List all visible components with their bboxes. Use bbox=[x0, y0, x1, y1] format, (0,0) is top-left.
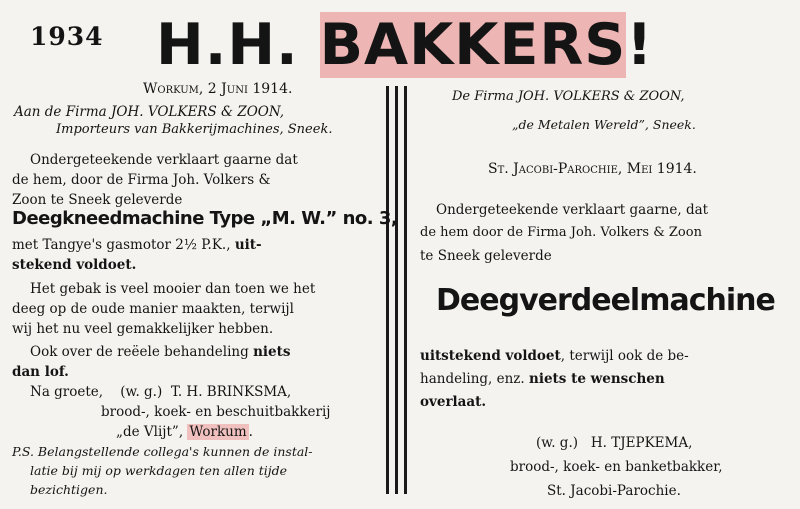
year-label: 1934 bbox=[30, 22, 104, 51]
left-signature-line-3-end: . bbox=[248, 424, 253, 440]
left-p2-line-1: Het gebak is veel mooier dan toen we het bbox=[30, 281, 316, 297]
right-machine-name: Deegverdeelmachine bbox=[436, 283, 775, 318]
column-divider bbox=[395, 86, 398, 494]
headline-suffix: ! bbox=[626, 12, 654, 78]
left-machine-name: Deegkneedmachine Type „M. W.” no. 3, bbox=[12, 208, 398, 229]
right-p2-line-1-bold: uitstekend voldoet bbox=[420, 348, 561, 364]
right-p2-line-1-text: , terwijl ook de be- bbox=[560, 348, 689, 364]
right-p2-line-2-text: handeling, enz. bbox=[420, 371, 530, 387]
left-ps-line-1: P.S. Belangstellende collega's kunnen de instal- bbox=[12, 444, 313, 459]
left-p1-line-5-text: met Tangye's gasmotor 2½ P.K., bbox=[12, 237, 235, 253]
left-signature-line-1: Na groete, (w. g.) T. H. BRINKSMA, bbox=[30, 384, 292, 400]
right-p2-line-2 bbox=[420, 370, 665, 388]
right-p1-line-3: te Sneek geleverde bbox=[420, 248, 552, 264]
right-p1-line-2: de hem door de Firma Joh. Volkers & Zoon bbox=[420, 225, 702, 240]
left-dateline: Workum, 2 Juni 1914. bbox=[143, 81, 293, 97]
headline-highlight: BAKKERS bbox=[319, 12, 627, 78]
column-divider bbox=[386, 86, 389, 494]
left-address-line-1: Aan de Firma JOH. VOLKERS & ZOON, bbox=[14, 104, 285, 120]
right-address-line-2: „de Metalen Wereld”, Sneek. bbox=[512, 117, 696, 132]
right-signature-line-1: (w. g.) H. TJEPKEMA, bbox=[536, 435, 693, 451]
left-signature-line-3-text: „de Vlijt”, bbox=[116, 424, 188, 440]
left-ps-line-3: bezichtigen. bbox=[30, 482, 108, 497]
left-p2-line-2: deeg op de oude manier maakten, terwijl bbox=[12, 301, 294, 317]
right-p2-line-3: overlaat. bbox=[420, 394, 487, 410]
headline-prefix: H.H. bbox=[156, 12, 320, 78]
left-signature-line-2: brood-, koek- en beschuitbakkerij bbox=[101, 404, 331, 420]
headline bbox=[156, 6, 653, 84]
right-signature-line-3: St. Jacobi-Parochie. bbox=[547, 483, 681, 499]
left-p1-line-5 bbox=[12, 236, 262, 254]
left-p1-line-6: stekend voldoet. bbox=[12, 257, 137, 273]
right-dateline: St. Jacobi-Parochie, Mei 1914. bbox=[488, 161, 697, 177]
left-signature-town-highlight: Workum bbox=[189, 424, 247, 440]
left-p3-line-2: dan lof. bbox=[12, 364, 69, 380]
right-signature-line-2: brood-, koek- en banketbakker, bbox=[510, 459, 723, 475]
left-p1-line-2: de hem, door de Firma Joh. Volkers & bbox=[12, 172, 271, 188]
right-address-line-1: De Firma JOH. VOLKERS & ZOON, bbox=[452, 89, 685, 104]
right-p2-line-2-bold: niets te wenschen bbox=[529, 371, 665, 387]
right-p2-line-1 bbox=[420, 347, 689, 365]
left-signature-line-3 bbox=[116, 423, 253, 441]
left-p1-line-5-bold: uit- bbox=[234, 237, 262, 253]
left-p3-line-1 bbox=[30, 343, 290, 361]
column-divider bbox=[404, 86, 407, 494]
right-p1-line-1: Ondergeteekende verklaart gaarne, dat bbox=[436, 202, 709, 218]
left-p1-line-1: Ondergeteekende verklaart gaarne dat bbox=[30, 152, 298, 168]
left-p1-line-3: Zoon te Sneek geleverde bbox=[12, 192, 183, 208]
left-p2-line-3: wij het nu veel gemakkelijker hebben. bbox=[12, 321, 274, 337]
left-address-line-2: Importeurs van Bakkerijmachines, Sneek. bbox=[56, 122, 333, 137]
left-ps-line-2: latie bij mij op werkdagen ten allen tijde bbox=[30, 463, 288, 478]
left-p3-line-1-bold: niets bbox=[253, 344, 291, 360]
left-p3-line-1-text: Ook over de reëele behandeling bbox=[30, 344, 254, 360]
